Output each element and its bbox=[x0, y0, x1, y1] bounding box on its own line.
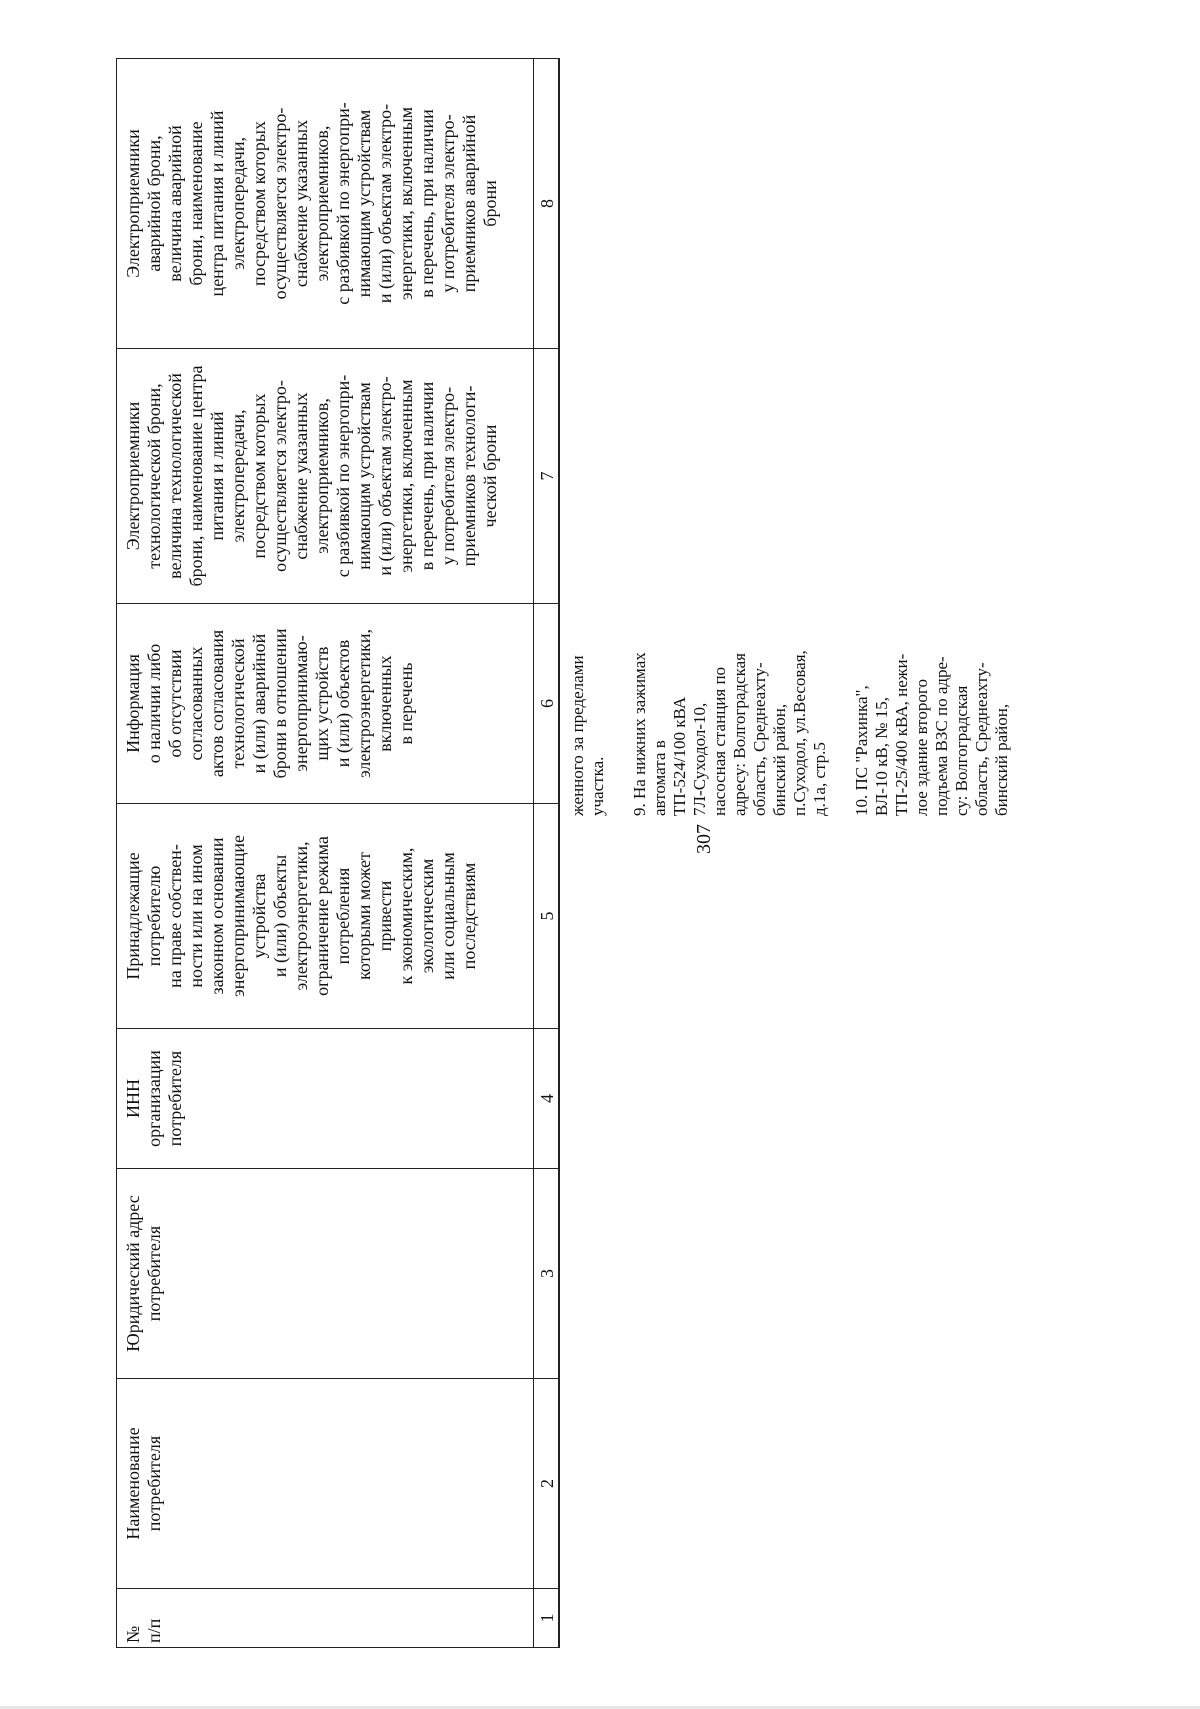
page-number: 307 bbox=[693, 824, 715, 854]
column-5-entries bbox=[568, 602, 1034, 816]
consumer-table bbox=[116, 58, 596, 1648]
header-col-7: Электроприемники технологической брони, величина технологической брони, наименование центра питания и линий электропередачи, посредством которых осуществляется электро- снабжение указанных электроприемников, с разбивкой по энергопри- нимающим устройствам и (или) объектам электро- энергетики, включенным в перечень, при наличии у потребителя электро- приемников технологи- ческой брони bbox=[116, 348, 534, 603]
header-col-6: Информация о наличии либо об отсутствии согласованных актов согласования технологической и (или) аварийной брони в отношении энергопринимаю- щих устройств и (или) объектов электроэнергетики, включенных в перечень bbox=[116, 603, 534, 803]
entry-9: 9. На нижних зажимах автомата в ТП-524/100 кВА 7Л-Суходол-10, насосная станция по адресу: Волгоградская область, Среднеахту- бинский район, п.Суходол, ул.Весовая, д.1а, стр.5 bbox=[630, 650, 829, 816]
header-col-1: № п/п bbox=[116, 1588, 534, 1648]
header-col-8: Электроприемники аварийной брони, величина аварийной брони, наименование центра питания и линий электропередачи, посредством которых осуществляется электро- снабжение указанных электроприемников, с разбивкой по энергопри- нимающим устройствам и (или) объектам электро- энергетики, включенным в перечень, при наличии у потребителя электро- приемников аварийной брони bbox=[116, 58, 534, 348]
header-col-4: ИНН организации потребителя bbox=[116, 1028, 534, 1168]
column-number-6: 6 bbox=[534, 603, 560, 803]
header-col-3: Юридический адрес потребителя bbox=[116, 1168, 534, 1378]
header-col-2: Наименование потребителя bbox=[116, 1378, 534, 1588]
entry-10: 10. ПС "Рахинка", ВЛ-10 кВ, № 15, ТП-25/400 кВА, нежи- лое здание второго подъема ВЗС по адре- су: Волгоградская область, Среднеахту- бинский район, bbox=[852, 653, 1011, 816]
column-number-2: 2 bbox=[534, 1378, 560, 1588]
entry-continuation: женного за пределами участка. bbox=[568, 655, 607, 816]
column-number-1: 1 bbox=[534, 1588, 560, 1648]
column-number-3: 3 bbox=[534, 1168, 560, 1378]
column-number-4: 4 bbox=[534, 1028, 560, 1168]
column-number-8: 8 bbox=[534, 58, 560, 348]
column-number-7: 7 bbox=[534, 348, 560, 603]
column-number-5: 5 bbox=[534, 803, 560, 1028]
header-col-5: Принадлежащие потребителю на праве собствен- ности или на ином законном основании энергопринимающие устройства и (или) объекты электроэнергетики, ограничение режима потребления которыми может привести к экономическим, экологическим или социальным последствиям bbox=[116, 803, 534, 1028]
